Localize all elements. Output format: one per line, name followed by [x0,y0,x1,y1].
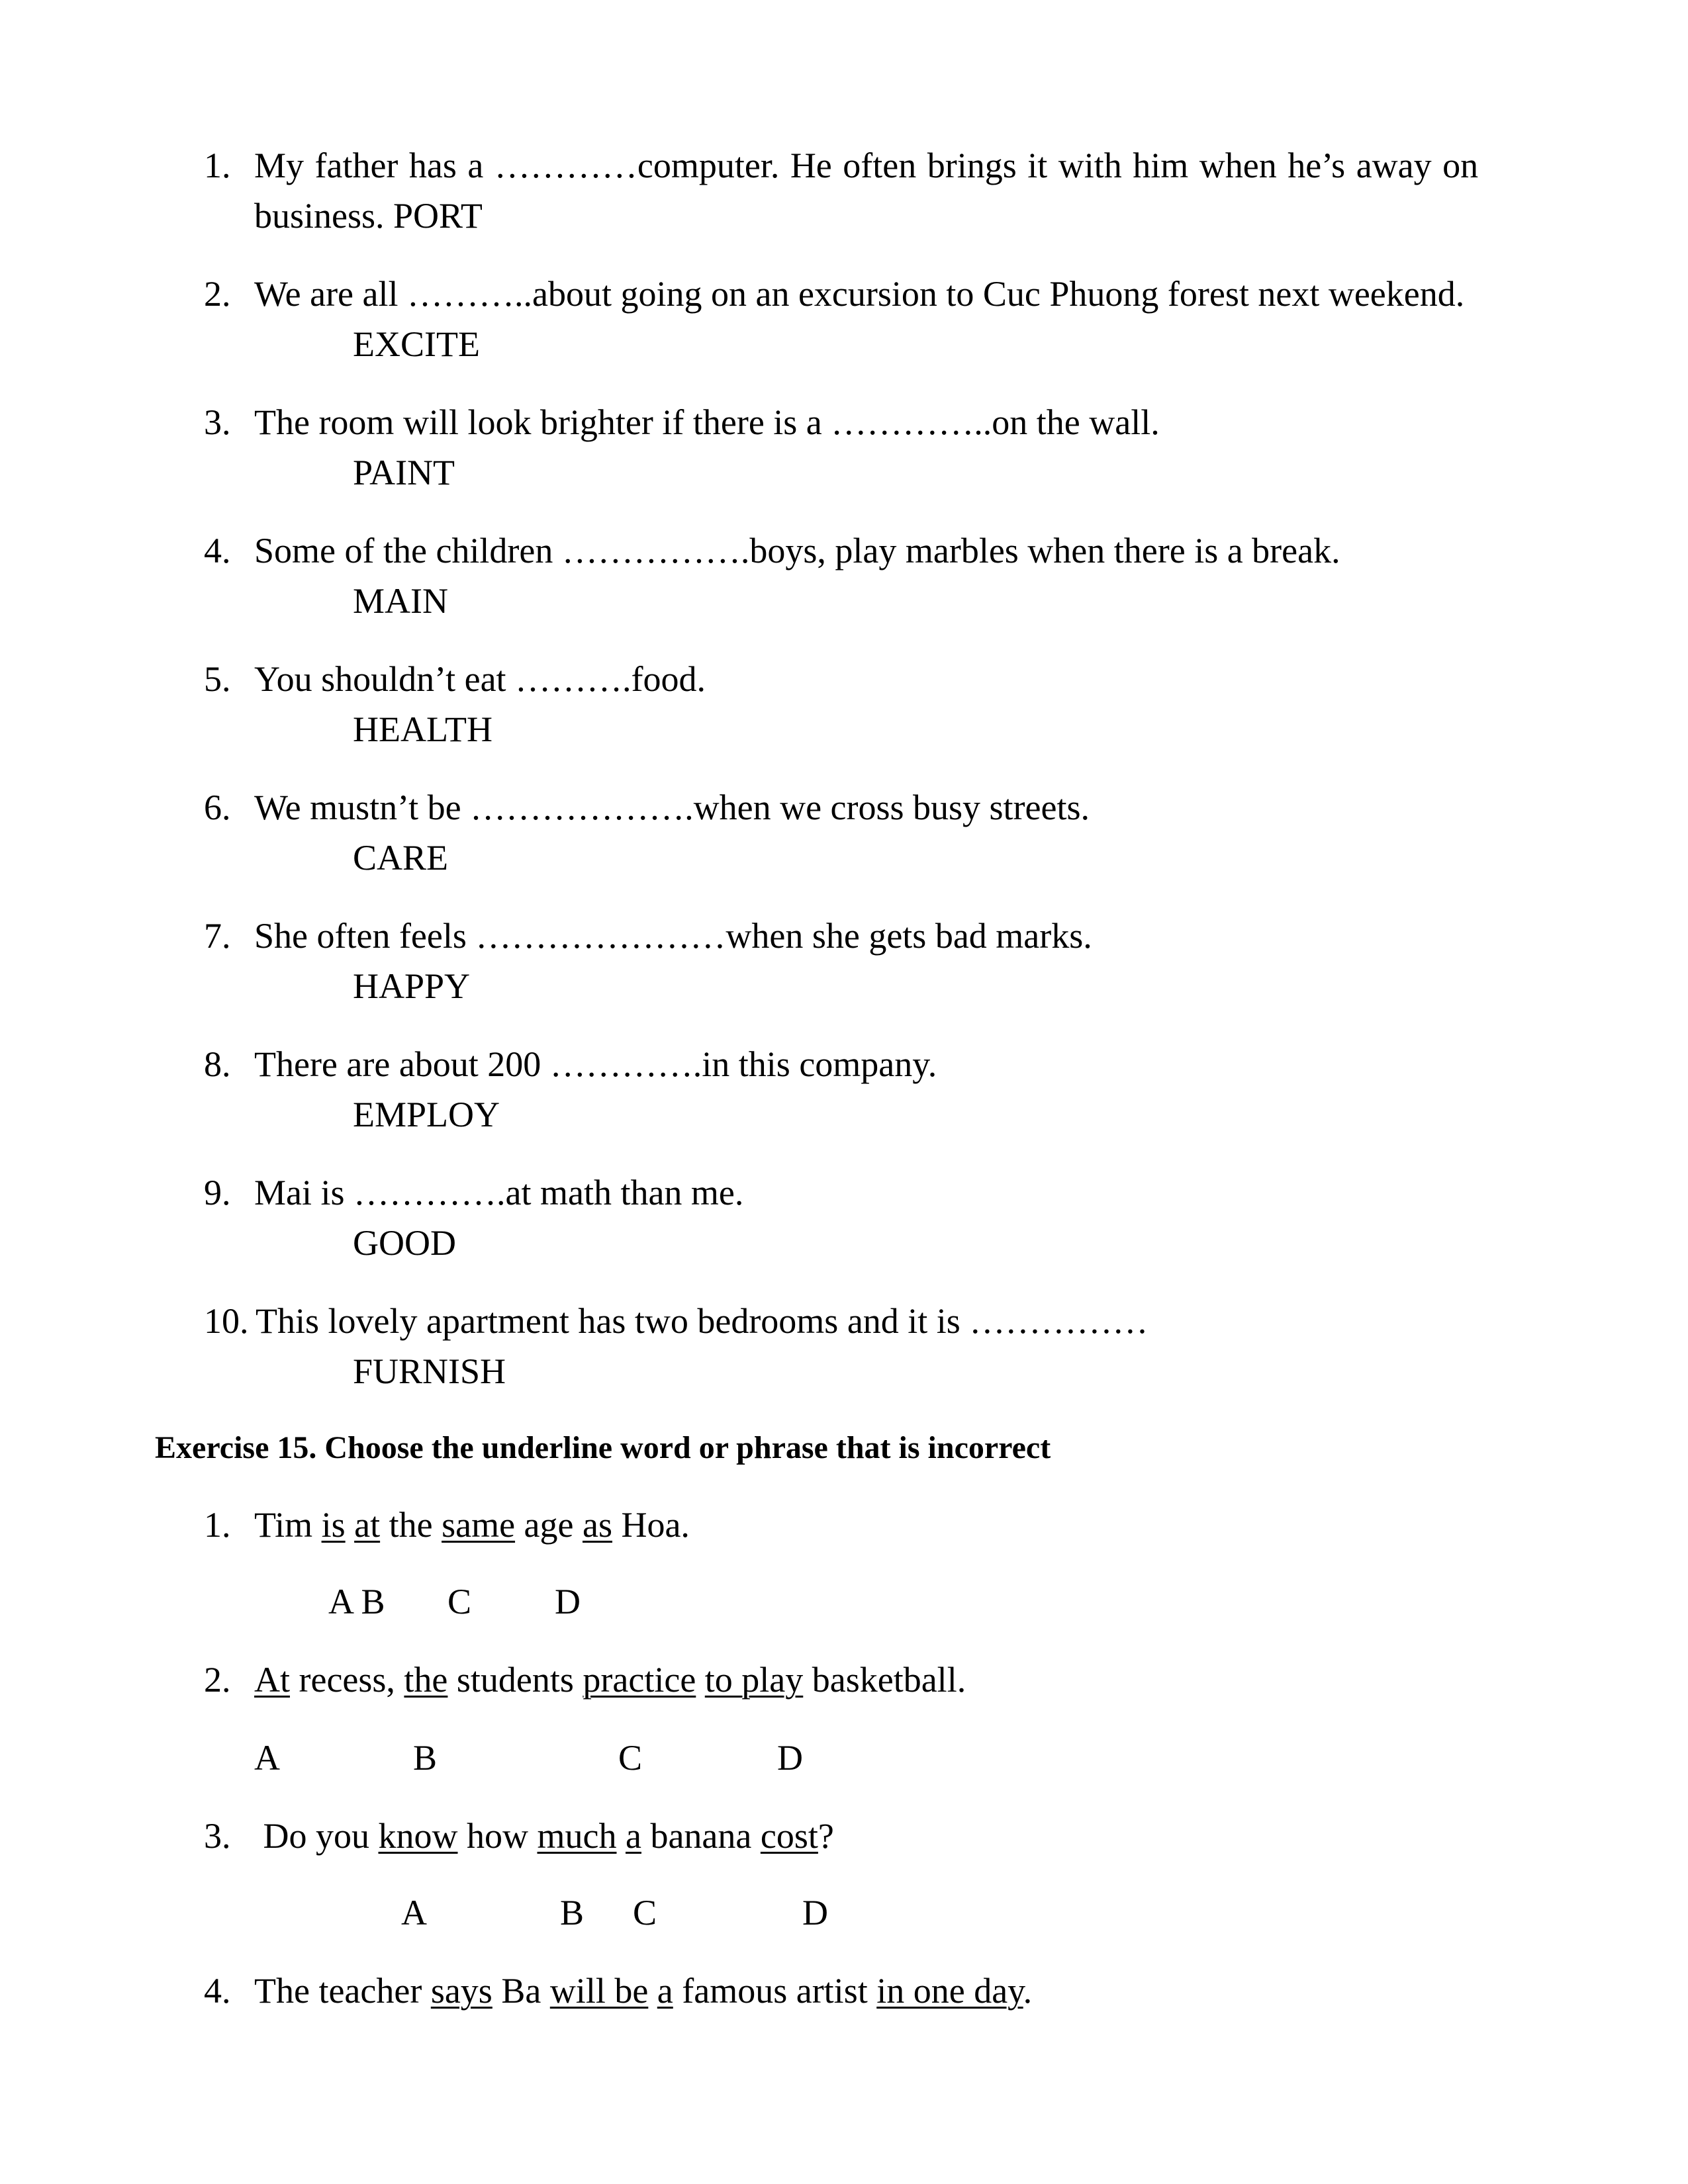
item-text: You shouldn’t eat ……….food. [254,659,706,699]
item-number: 10. [204,1301,249,1341]
ex14-item-5-cue [353,708,492,751]
cue-word: EXCITE [353,324,480,364]
underlined-option-c: a [657,1971,673,2011]
underlined-option-c: practice [583,1660,696,1700]
text-segment: recess, [290,1660,404,1700]
item-number: 1. [204,146,231,185]
text-segment [696,1660,705,1700]
q3-option-label-b: B [560,1893,585,1933]
ex14-item-2-cue [353,323,480,365]
item-text: This lovely apartment has two bedrooms and it is …………… [256,1301,1149,1341]
q1-option-label-ab: A B [328,1582,385,1621]
item-text: We mustn’t be ……………….when we cross busy streets. [254,788,1090,827]
underlined-option-b: at [354,1505,381,1545]
ex14-item-3-cue [353,451,455,494]
cue-word: EMPLOY [353,1095,500,1134]
text-segment: Ba [492,1971,550,2011]
text-segment: The teacher [254,1971,431,2011]
text-segment: age [515,1505,583,1545]
text-segment: Tim [254,1505,322,1545]
underlined-option-b: much [537,1816,617,1856]
cue-word: MAIN [353,581,448,621]
item-number: 9. [204,1173,231,1212]
item-number: 6. [204,788,231,827]
item-text: She often feels …………………when she gets bad marks. [254,916,1092,956]
q3-option-label-a: A [401,1893,427,1933]
question-text [254,1504,690,1546]
underlined-option-b: the [404,1660,448,1700]
underlined-option-a: is [321,1505,346,1545]
text-segment: Do you [254,1816,379,1856]
text-segment [616,1816,626,1856]
item-number: 8. [204,1044,231,1084]
item-number: 7. [204,916,231,956]
underlined-option-a: At [254,1660,290,1700]
text-segment: banana [641,1816,761,1856]
ex14-item-8-cue [353,1093,500,1136]
q2-option-label-a: A [254,1738,280,1778]
item-text: We are all ………..about going on an excursion to Cuc Phuong forest next weekend. [254,274,1465,314]
item-number: 5. [204,659,231,699]
underlined-option-c: a [625,1816,641,1856]
q2-option-label-d: D [777,1738,803,1778]
exercise-15-heading: Exercise 15. Choose the underline word or phrase that is incorrect [155,1430,1051,1465]
ex14-item-10-cue [353,1350,506,1392]
underlined-option-d: to play [704,1660,804,1700]
ex14-item-4-cue [353,580,448,622]
ex14-item-6-cue [353,837,448,879]
text-segment [346,1505,355,1545]
text-segment: Hoa. [612,1505,690,1545]
underlined-option-d: cost [760,1816,818,1856]
cue-word: GOOD [353,1223,456,1263]
text-segment: famous artist [673,1971,877,2011]
item-text: Mai is ………….at math than me. [254,1173,744,1212]
q3-option-label-c: C [633,1893,657,1933]
question-text [254,1659,966,1701]
q2-option-label-c: C [618,1738,643,1778]
q1-option-label-c: C [447,1582,472,1621]
underlined-option-d: as [582,1505,612,1545]
cue-word: FURNISH [353,1351,506,1391]
underlined-option-a: know [378,1816,458,1856]
text-segment: the [380,1505,442,1545]
q3-option-label-d: D [802,1893,828,1933]
underlined-option-a: says [430,1971,492,2011]
question-number: 4. [204,1971,231,2011]
text-segment: students [447,1660,583,1700]
text-segment: ? [818,1816,834,1856]
text-segment [648,1971,657,2011]
item-text: My father has a …………computer. He often brings it with him when he’s away on [254,146,1479,185]
underlined-option-d: in one day [876,1971,1023,2011]
item-text: There are about 200 ………….in this company. [254,1044,937,1084]
underlined-option-c: same [442,1505,516,1545]
question-text [254,1970,1032,2012]
question-number: 2. [204,1660,231,1700]
question-number: 1. [204,1505,231,1545]
ex14-item-9-cue [353,1222,456,1264]
question-number: 3. [204,1816,231,1856]
cue-word: CARE [353,838,449,878]
cue-word: PAINT [353,453,455,492]
item-text: Some of the children …………….boys, play marbles when there is a break. [254,531,1340,570]
item-number: 3. [204,402,231,442]
question-text [254,1815,834,1857]
q2-option-label-b: B [413,1738,438,1778]
underlined-option-b: will be [549,1971,649,2011]
q1-option-label-d: D [555,1582,581,1621]
text-segment: . [1023,1971,1033,2011]
item-number: 4. [204,531,231,570]
item-text: The room will look brighter if there is a …………..on the wall. [254,402,1160,442]
item-text-continued: business. PORT [254,196,483,236]
cue-word: HEALTH [353,709,492,749]
text-segment: basketball. [803,1660,966,1700]
cue-word: HAPPY [353,966,471,1006]
item-number: 2. [204,274,231,314]
text-segment: how [457,1816,538,1856]
ex14-item-7-cue [353,965,470,1007]
